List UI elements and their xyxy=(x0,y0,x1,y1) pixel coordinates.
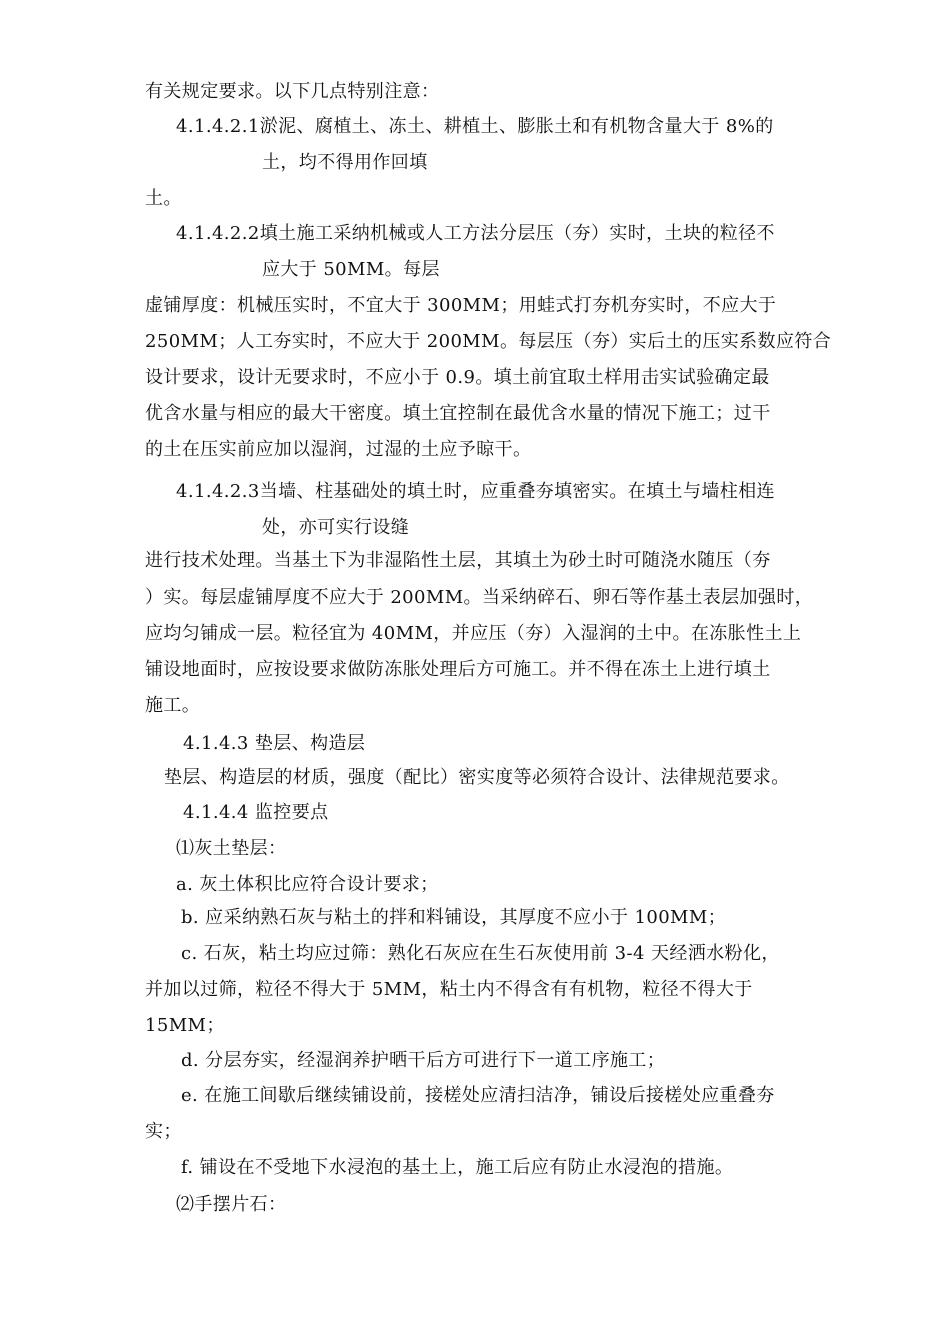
text-line: 垫层、构造层的材质，强度（配比）密实度等必须符合设计、法律规范要求。 xyxy=(164,767,790,788)
text-line: 土。 xyxy=(145,188,182,209)
text-line: 应均匀铺成一层。粒径宜为 40MM，并应压（夯）入湿润的土中。在冻胀性土上 xyxy=(145,623,802,644)
section-heading-4-1-4-3: 4.1.4.3 垫层、构造层 xyxy=(183,733,366,754)
text-line: 优含水量与相应的最大干密度。填土宜控制在最优含水量的情况下施工；过干 xyxy=(145,403,771,424)
text-line: 有关规定要求。以下几点特别注意： xyxy=(145,81,440,102)
section-heading-4-1-4-2-3: 4.1.4.2.3当墙、柱基础处的填土时，应重叠夯填密实。在填土与墙柱相连 xyxy=(176,481,775,502)
text-line: 并加以过筛，粒径不得大于 5MM，粘土内不得含有有机物，粒径不得大于 xyxy=(145,979,753,1000)
list-item-c: c. 石灰，粘土均应过筛：熟化石灰应在生石灰使用前 3-4 天经洒水粉化， xyxy=(181,943,780,964)
text-line: 250MM；人工夯实时，不应大于 200MM。每层压（夯）实后土的压实系数应符合 xyxy=(145,331,832,352)
text-line: 土，均不得用作回填 xyxy=(262,152,428,173)
section-heading-4-1-4-2-1: 4.1.4.2.1淤泥、腐植土、冻土、耕植土、膨胀土和有机物含量大于 8%的 xyxy=(176,116,774,137)
text-line: 虚铺厚度：机械压实时，不宜大于 300MM；用蛙式打夯机夯实时，不应大于 xyxy=(145,295,777,316)
list-item-a: a. 灰土体积比应符合设计要求； xyxy=(176,874,439,895)
text-line: 设计要求，设计无要求时，不应小于 0.9。填土前宜取土样用击实试验确定最 xyxy=(145,367,770,388)
section-heading-4-1-4-4: 4.1.4.4 监控要点 xyxy=(183,802,329,823)
list-heading-1: ⑴灰土垫层： xyxy=(176,838,287,859)
list-item-f: f. 铺设在不受地下水浸泡的基土上，施工后应有防止水浸泡的措施。 xyxy=(181,1157,734,1178)
section-heading-4-1-4-2-2: 4.1.4.2.2填土施工采纳机械或人工方法分层压（夯）实时，土块的粒径不 xyxy=(176,223,775,244)
list-item-e: e. 在施工间歇后继续铺设前，接槎处应清扫洁净，铺设后接槎处应重叠夯 xyxy=(181,1085,775,1106)
text-line: 进行技术处理。当基土下为非湿陷性土层，其填土为砂土时可随浇水随压（夯 xyxy=(145,550,771,571)
text-line: 的土在压实前应加以湿润，过湿的土应予晾干。 xyxy=(145,439,532,460)
list-item-b: b. 应采纳熟石灰与粘土的拌和料铺设，其厚度不应小于 100MM； xyxy=(181,907,727,928)
text-line: 处，亦可实行设缝 xyxy=(262,517,410,538)
text-line: 实； xyxy=(145,1121,182,1142)
list-heading-2: ⑵手摆片石： xyxy=(176,1194,287,1215)
text-line: 应大于 50MM。每层 xyxy=(262,259,440,280)
text-line: 15MM； xyxy=(145,1015,225,1036)
list-item-d: d. 分层夯实，经湿润养护晒干后方可进行下一道工序施工； xyxy=(181,1050,666,1071)
text-line: 施工。 xyxy=(145,695,201,716)
text-line: 铺设地面时，应按设要求做防冻胀处理后方可施工。并不得在冻土上进行填土 xyxy=(145,659,771,680)
text-line: ）实。每层虚铺厚度不应大于 200MM。当采纳碎石、卵石等作基土表层加强时， xyxy=(145,587,814,608)
